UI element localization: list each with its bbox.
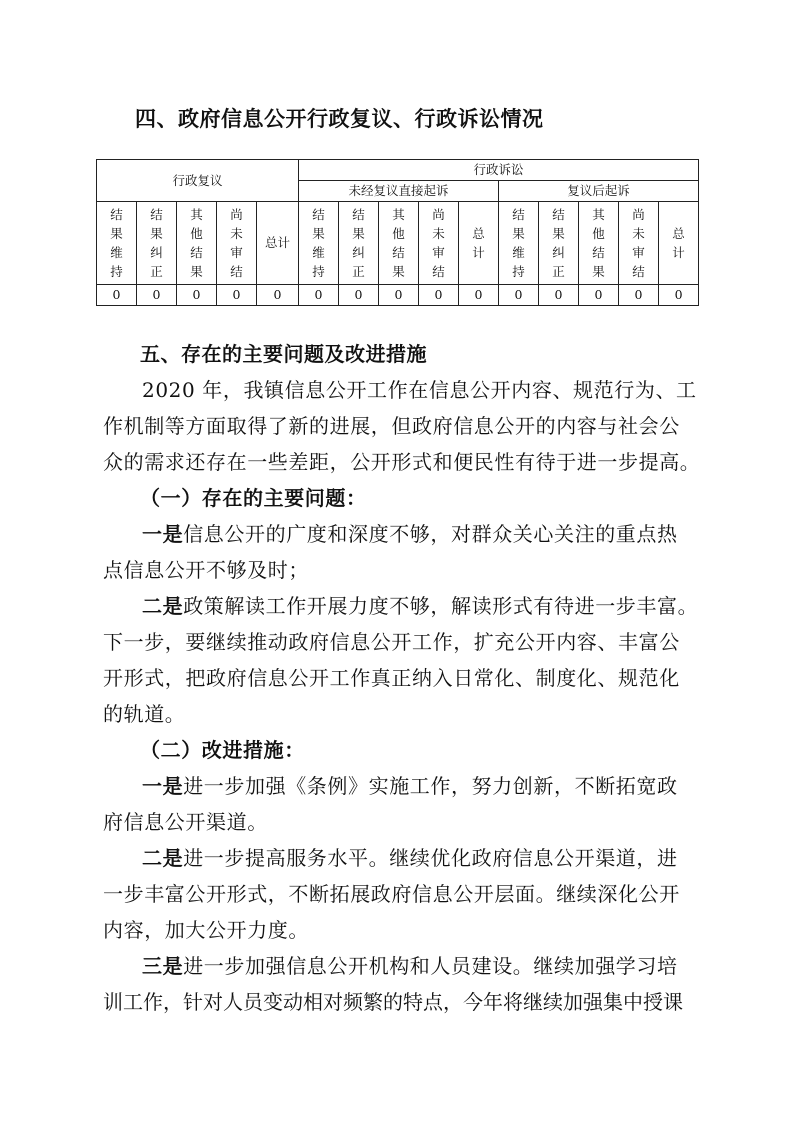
table-value-cell: 0 <box>257 285 299 306</box>
after-review-header: 复议后起诉 <box>499 181 699 202</box>
problem-1-line-1: 一是信息公开的广度和深度不够，对群众关心关注的重点热 <box>142 522 678 546</box>
review-litigation-table <box>96 159 699 306</box>
measure-1-line-2: 府信息公开渠道。 <box>103 810 268 834</box>
table-value-cell: 0 <box>499 285 539 306</box>
table-value-cell: 0 <box>659 285 699 306</box>
intro-line-2: 作机制等方面取得了新的进展，但政府信息公开的内容与社会公 <box>103 414 680 438</box>
table-header-cell: 结果纠正 <box>539 202 579 285</box>
table-header-cell: 其他结果 <box>379 202 419 285</box>
table-header-cell: 结果维持 <box>499 202 539 285</box>
table-header-cell: 结果纠正 <box>137 202 177 285</box>
table-header-cell: 结果维持 <box>97 202 137 285</box>
measure-3-line-2: 训工作，针对人员变动相对频繁的特点，今年将继续加强集中授课 <box>103 990 683 1014</box>
section-5-heading: 五、存在的主要问题及改进措施 <box>140 342 427 366</box>
table-value-cell: 0 <box>459 285 499 306</box>
table-value-cell: 0 <box>97 285 137 306</box>
table-value-cell: 0 <box>299 285 339 306</box>
table-value-cell: 0 <box>539 285 579 306</box>
table-value-cell: 0 <box>339 285 379 306</box>
table-value-cell: 0 <box>137 285 177 306</box>
table-value-cell: 0 <box>579 285 619 306</box>
table-value-cell: 0 <box>217 285 257 306</box>
table-header-cell: 尚未审结 <box>217 202 257 285</box>
problem-2-line-3: 开形式，把政府信息公开工作真正纳入日常化、制度化、规范化 <box>103 666 680 690</box>
measures-heading: （二）改进措施： <box>140 738 305 762</box>
table-header-cell: 总计 <box>257 202 299 285</box>
table-header-cell: 总计 <box>659 202 699 285</box>
admin-review-header: 行政复议 <box>97 160 299 202</box>
measure-2-line-2: 一步丰富公开形式，不断拓展政府信息公开层面。继续深化公开 <box>103 882 680 906</box>
table-value-cell: 0 <box>177 285 217 306</box>
direct-suit-header: 未经复议直接起诉 <box>299 181 499 202</box>
lawsuit-header: 行政诉讼 <box>299 160 699 181</box>
intro-line-3: 众的需求还存在一些差距，公开形式和便民性有待于进一步提高。 <box>103 450 701 474</box>
table-header-cell: 尚未审结 <box>419 202 459 285</box>
table-value-cell: 0 <box>379 285 419 306</box>
measure-2-line-1: 二是进一步提高服务水平。继续优化政府信息公开渠道，进 <box>142 846 678 870</box>
problems-heading: （一）存在的主要问题： <box>140 486 367 510</box>
problem-2-line-4: 的轨道。 <box>103 702 186 726</box>
table-header-cell: 其他结果 <box>177 202 217 285</box>
measure-1-line-1: 一是进一步加强《条例》实施工作，努力创新，不断拓宽政 <box>142 774 678 798</box>
table-header-cell: 尚未审结 <box>619 202 659 285</box>
measure-2-line-3: 内容，加大公开力度。 <box>103 918 309 942</box>
table-header-cell: 结果纠正 <box>339 202 379 285</box>
problem-2-line-2: 下一步，要继续推动政府信息公开工作，扩充公开内容、丰富公 <box>103 630 680 654</box>
table-header-cell: 总计 <box>459 202 499 285</box>
intro-line-1: 2020 年，我镇信息公开工作在信息公开内容、规范行为、工 <box>142 378 697 402</box>
table-header-cell: 其他结果 <box>579 202 619 285</box>
table-value-cell: 0 <box>619 285 659 306</box>
table-value-cell: 0 <box>419 285 459 306</box>
measure-3-line-1: 三是进一步加强信息公开机构和人员建设。继续加强学习培 <box>142 954 678 978</box>
problem-1-line-2: 点信息公开不够及时； <box>103 558 309 582</box>
problem-2-line-1: 二是政策解读工作开展力度不够，解读形式有待进一步丰富。 <box>142 594 699 618</box>
table-header-cell: 结果维持 <box>299 202 339 285</box>
section-4-heading: 四、政府信息公开行政复议、行政诉讼情况 <box>135 107 544 131</box>
